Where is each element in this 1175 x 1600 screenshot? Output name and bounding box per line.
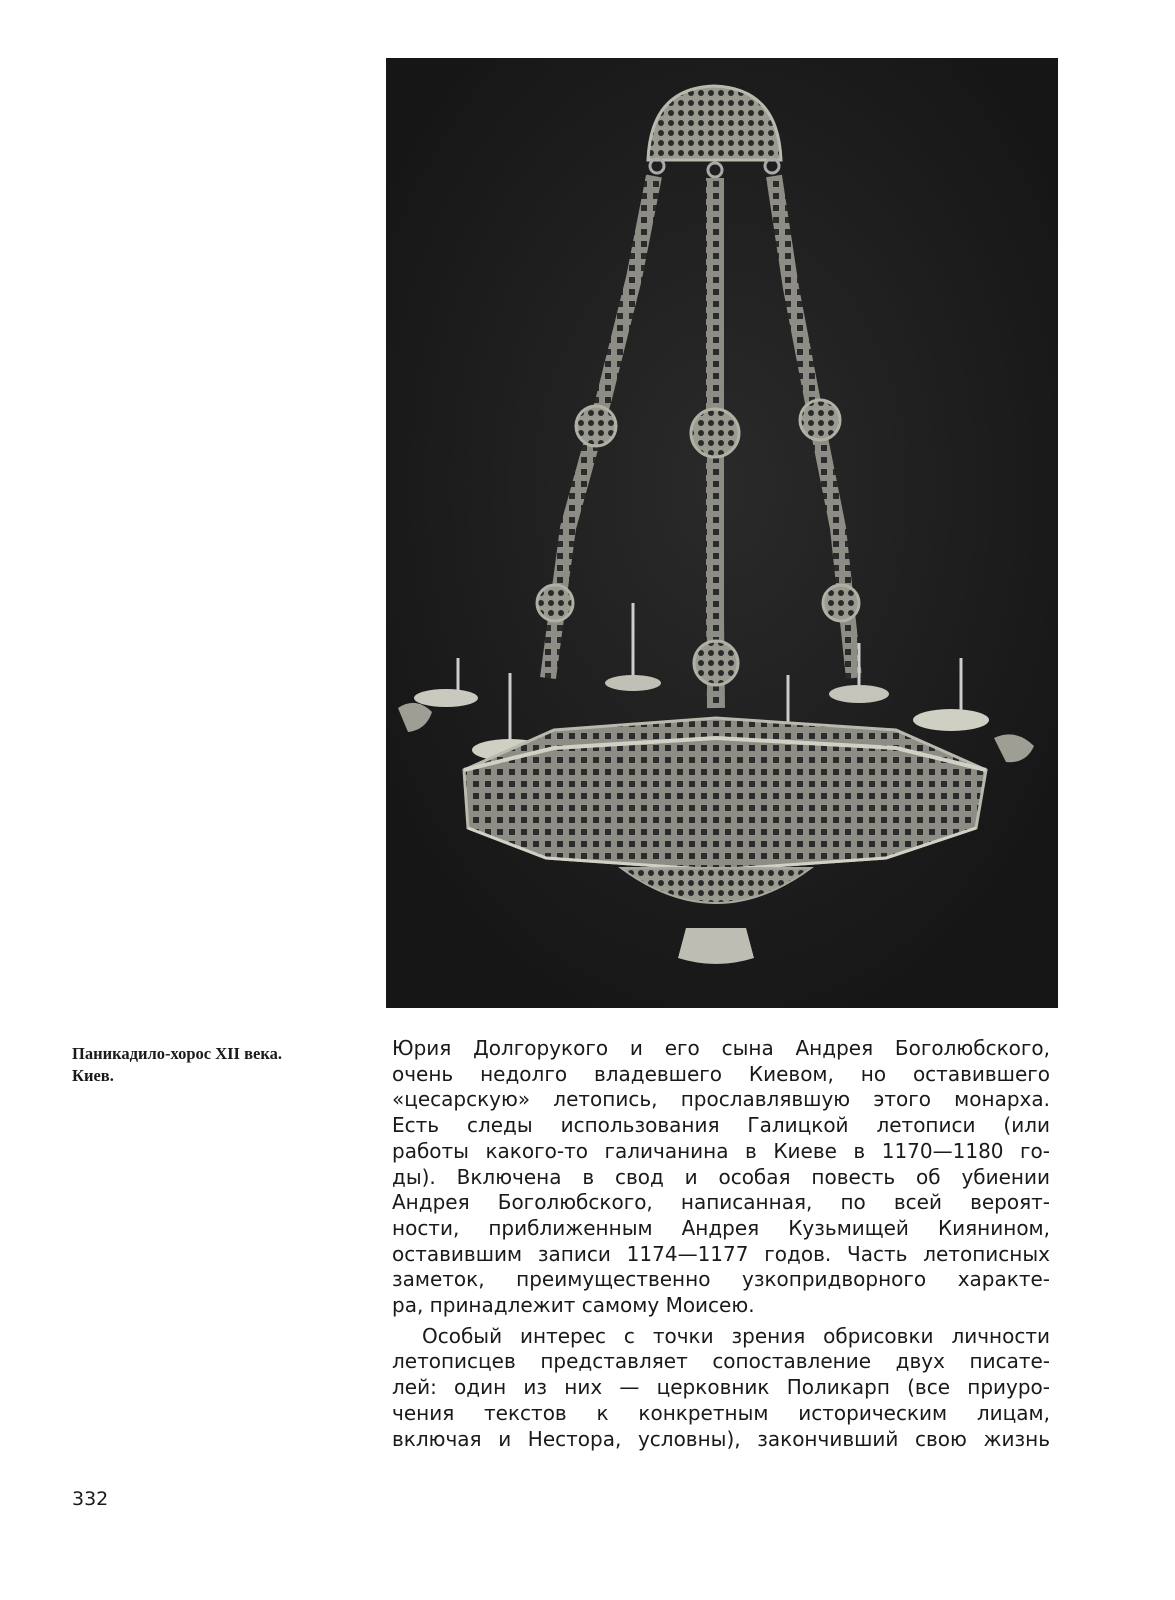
figure-caption — [72, 1043, 372, 1087]
text-line: работы какого-то галичанина в Киеве в 1170—1180 го- — [392, 1138, 1050, 1163]
text-line: ра, принадлежит самому Моисею. — [392, 1293, 755, 1318]
text-line: Есть следы использования Галицкой летописи (или — [392, 1113, 1050, 1138]
caption-line: Киев. — [72, 1066, 114, 1085]
text-line: ности, приближенным Андрея Кузьмищей Киянином, — [392, 1215, 1050, 1240]
caption-line: Паникадило-хорос XII века. — [72, 1044, 282, 1063]
text-line: включая и Нестора, условны), закончивший свою жизнь — [392, 1426, 1050, 1451]
text-line: оставившим записи 1174—1177 годов. Часть летописных — [392, 1241, 1050, 1266]
text-line: заметок, преимущественно узкопридворного характе- — [392, 1267, 1050, 1292]
text-line: чения текстов к конкретным историческим лицам, — [392, 1400, 1050, 1425]
text-line: Особый интерес с точки зрения обрисовки личности — [422, 1323, 1050, 1348]
text-line: лей: один из них — церковник Поликарп (все приуро- — [392, 1375, 1050, 1400]
paragraph — [392, 1324, 1050, 1453]
chandelier-photo — [386, 58, 1058, 1008]
chandelier-illustration — [386, 58, 1058, 1008]
paragraph — [392, 1036, 1050, 1319]
body-text — [392, 1036, 1050, 1452]
text-line: Андрея Боголюбского, написанная, по всей вероят- — [392, 1190, 1050, 1215]
text-line: Юрия Долгорукого и его сына Андрея Боголюбского, — [392, 1036, 1050, 1060]
text-line: летописцев представляет сопоставление двух писате- — [392, 1349, 1050, 1374]
text-line: очень недолго владевшего Киевом, но оставившего — [392, 1061, 1050, 1086]
text-line: ды). Включена в свод и особая повесть об убиении — [392, 1164, 1050, 1189]
page-number: 332 — [72, 1488, 109, 1510]
text-line: «цесарскую» летопись, прославлявшую этого монарха. — [392, 1087, 1050, 1112]
